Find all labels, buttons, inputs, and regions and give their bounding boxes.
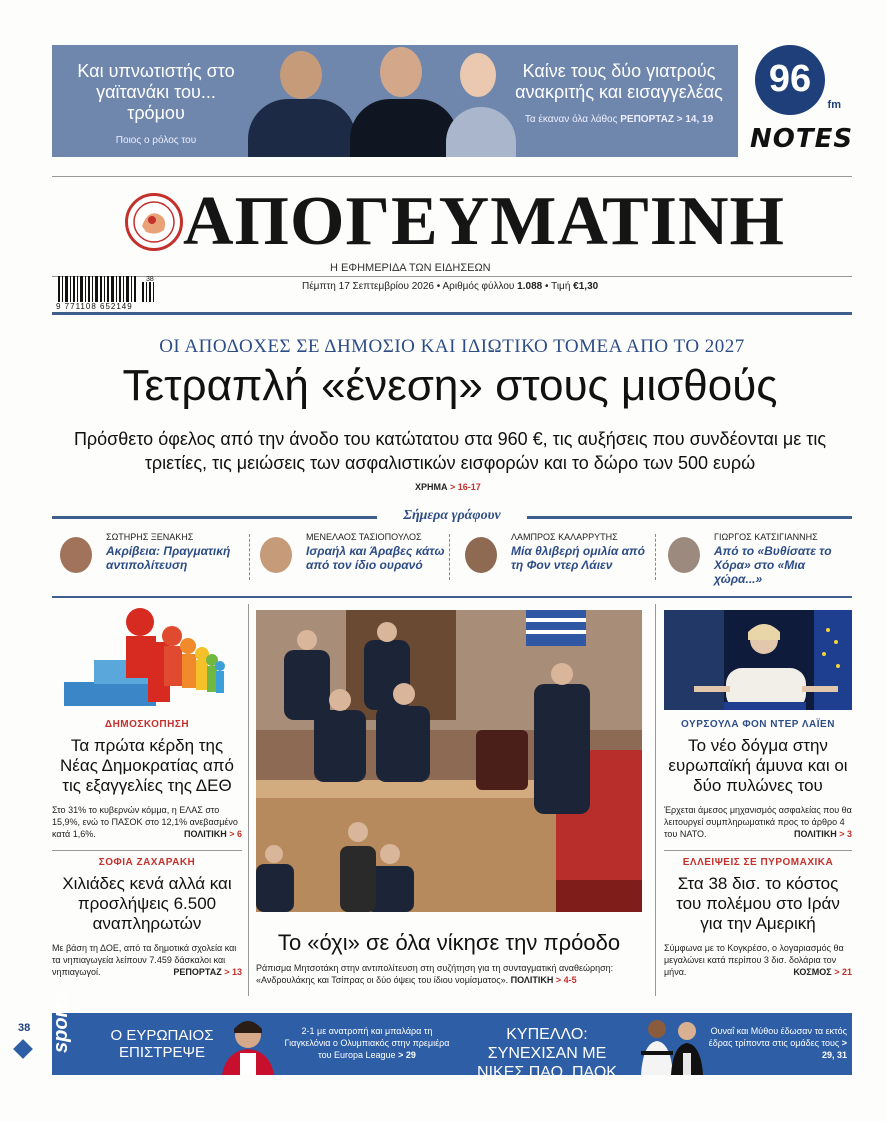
article-text: Στο 31% το κυβερνών κόμμα, η ΕΛΑΣ στο 15,9%, ενώ το ΠΑΣΟΚ στο 12,1% ανεβασμένο κατά 1,6%. <box>52 805 238 839</box>
person-head-3 <box>460 53 496 97</box>
ref-pages: > 4-5 <box>555 975 577 985</box>
article-text: Σύμφωνα με το Κογκρέσο, ο λογαριασμός θα μεγαλώνει κατά περίπου 3 δισ. δολάρια τον μήνα. <box>664 943 844 977</box>
sports-text: 2-1 με ανατροπή και μπαλάρα τη Γιαγκελόνια ο Ολυμπιακός στην πρεμιέρα του Europa League <box>284 1026 450 1060</box>
divider <box>449 534 451 580</box>
center-body <box>256 962 646 986</box>
opinions-strip <box>52 510 852 586</box>
opinion-item[interactable] <box>660 532 855 586</box>
article-body <box>52 804 242 840</box>
promo-left-sub: Ποιος ο ρόλος του <box>115 135 197 146</box>
divider <box>655 604 656 996</box>
article-body <box>664 804 852 840</box>
center-text: Ράπισμα Μητσοτάκη στην αντιπολίτευση στη συζήτηση για τη συνταγματική αναθεώρηση: «Ανδρουλάκης και Τσίπρας οι δύο όψεις του ίδιου νομίσματος». <box>256 963 614 985</box>
avatar <box>465 537 497 573</box>
divider <box>664 850 852 851</box>
ref-pages: > 21 <box>834 967 852 977</box>
promo-right-ref-pages: > 14, 19 <box>676 114 714 125</box>
ref-pages: > 6 <box>229 829 242 839</box>
sports-headline-1[interactable]: Ο ΕΥΡΩΠΑΙΟΣ ΕΠΙΣΤΡΕΨΕ <box>110 1027 214 1061</box>
lead-headline[interactable]: Τετραπλή «ένεση» στους μισθούς <box>122 361 778 410</box>
opinion-title: Ακρίβεια: Πραγματική αντιπολίτευση <box>106 544 231 572</box>
opinion-title: Από το «Βυθίσατε το Χόρα» στο «Μια χώρα...» <box>714 544 832 586</box>
lead-ref-label: ΧΡΗΜΑ <box>415 482 448 492</box>
divider <box>52 176 852 177</box>
article-ref[interactable] <box>184 828 242 840</box>
avatar <box>668 537 700 573</box>
sports-headline-3[interactable]: ΚΥΠΕΛΛΟ: ΣΥΝΕΧΙΣΑΝ ΜΕ ΝΙΚΕΣ ΠΑΟ, ΠΑΟΚ <box>477 1026 617 1081</box>
right-column <box>664 610 852 978</box>
price-label: Τιμή <box>551 281 571 292</box>
sports-pages: > 29, 31 <box>821 1038 847 1060</box>
parliament-photo[interactable] <box>256 610 642 912</box>
center-ref[interactable] <box>511 975 577 985</box>
promo-left-title: Και υπνωτιστής στο γαϊτανάκι του... τρόμου <box>77 61 235 123</box>
promo-right <box>504 61 734 130</box>
sports-story-2[interactable] <box>282 1025 452 1061</box>
opinion-author: ΣΩΤΗΡΗΣ ΞΕΝΑΚΗΣ <box>106 532 194 542</box>
barcode-icon <box>58 276 158 302</box>
article-text: Με βάση τη ΔΟΕ, από τα δημοτικά σχολεία και τα νηπιαγωγεία λείπουν 7.459 δάσκαλοι και νηπιαγωγοί. <box>52 943 237 977</box>
avatar <box>60 537 92 573</box>
section-label: ΔΗΜΟΣΚΟΠΗΣΗ <box>104 719 190 730</box>
masthead-tagline: Η ΕΦΗΜΕΡΙΔΑ ΤΩΝ ΕΙΔΗΣΕΩΝ <box>330 262 491 274</box>
divider <box>52 276 852 277</box>
left-column <box>52 604 242 978</box>
divider <box>249 534 251 580</box>
opinion-item[interactable] <box>457 532 652 582</box>
section-label: ΕΛΛΕΙΨΕΙΣ ΣΕ ΠΥΡΟΜΑΧΙΚΑ <box>682 857 834 868</box>
ref-label: ΠΟΛΙΤΙΚΗ <box>793 829 837 839</box>
ref-label: ΚΟΣΜΟΣ <box>793 967 832 977</box>
issue-info: Πέμπτη 17 Σεπτεμβρίου 2026 • Αριθμός φύλλου 1.088 • Τιμή €1,30 <box>302 281 599 292</box>
opinion-author: ΓΙΩΡΓΟΣ ΚΑΤΣΙΓΙΑΝΝΗΣ <box>714 532 818 542</box>
article-body <box>52 942 242 978</box>
person-photo-2 <box>350 99 458 157</box>
article-title[interactable]: Το νέο δόγμα στην ευρωπαϊκή άμυνα και οι δύο πυλώνες του <box>668 736 848 795</box>
issue-date: Πέμπτη 17 Σεπτεμβρίου 2026 <box>302 281 434 292</box>
ref-pages: > 13 <box>224 967 242 977</box>
promo-left <box>66 61 246 151</box>
diamond-icon <box>13 1039 33 1059</box>
center-title[interactable]: Το «όχι» σε όλα νίκησε την πρόοδο <box>277 930 621 955</box>
sports-label: sports <box>50 991 72 1053</box>
person-photo-1 <box>248 99 356 157</box>
divider <box>52 850 242 851</box>
poll-illustration <box>52 604 242 708</box>
promo-right-ref-label: ΡΕΠΟΡΤΑΖ <box>620 114 674 125</box>
opinion-item[interactable] <box>52 532 247 582</box>
ref-label: ΡΕΠΟΡΤΑΖ <box>173 967 222 977</box>
sports-pages: > 29 <box>398 1050 416 1060</box>
opinion-author: ΛΑΜΠΡΟΣ ΚΑΛΑΡΡΥΤΗΣ <box>511 532 618 542</box>
divider <box>655 534 657 580</box>
price-value: €1,30 <box>573 281 599 292</box>
article-ref[interactable] <box>793 966 852 978</box>
sports-text: Ουναΐ και Μύθου έδωσαν τα εκτός έδρας τρίποντα στις ομάδες τους <box>708 1026 847 1048</box>
ref-label: ΠΟΛΙΤΙΚΗ <box>510 975 554 985</box>
vdl-photo <box>664 610 852 710</box>
opinion-author: ΜΕΝΕΛΑΟΣ ΤΑΣΙΟΠΟΥΛΟΣ <box>306 532 422 542</box>
article-ref[interactable] <box>794 828 852 840</box>
opinion-item[interactable] <box>252 532 447 582</box>
masthead-title: ΑΠΟΓΕΥΜΑΤΙΝΗ <box>183 183 785 260</box>
issue-number-label: Αριθμός φύλλου <box>442 281 515 292</box>
divider <box>52 312 852 315</box>
section-label: ΟΥΡΣΟΥΛΑ ΦΟΝ ΝΤΕΡ ΛΑΪΕΝ <box>681 719 835 730</box>
opinion-title: Ισραήλ και Άραβες κάτω από τον ίδιο ουρανό <box>306 544 445 572</box>
opinion-title: Μία θλιβερή ομιλία από τη Φον ντερ Λάιεν <box>511 544 645 572</box>
radio-logo[interactable] <box>755 45 841 115</box>
page-number: 38 <box>18 1022 31 1034</box>
barcode-suffix: 38 <box>146 276 154 283</box>
divider <box>52 596 852 598</box>
masthead-logo-icon <box>125 193 183 251</box>
section-label: ΣΟΦΙΑ ΖΑΧΑΡΑΚΗ <box>98 857 196 868</box>
sports-band[interactable] <box>50 991 852 1081</box>
ref-pages: > 3 <box>839 829 852 839</box>
promo-right-sub-text: Τα έκαναν όλα λάθος <box>524 114 618 125</box>
issue-number: 1.088 <box>517 281 543 292</box>
promo-band[interactable] <box>52 45 738 157</box>
avatar <box>260 537 292 573</box>
divider <box>248 604 249 996</box>
promo-right-sub <box>504 109 734 130</box>
radio-suffix: fm <box>827 99 841 111</box>
person-head-2 <box>380 47 422 97</box>
barcode-number <box>56 302 133 311</box>
lead-subhead: Πρόσθετο όφελος από την άνοδο του κατώτατου στα 960 €, τις αυξήσεις που συνδέονται με τις τριετίες, τις μειώσεις των ασφαλιστικών εισφορών και το δώρο των 500 ευρώ <box>73 429 827 473</box>
ref-label: ΠΟΛΙΤΙΚΗ <box>183 829 227 839</box>
lead-ref[interactable] <box>415 482 481 492</box>
lead-ref-pages: > 16-17 <box>450 482 481 492</box>
article-text: Έρχεται άμεσος μηχανισμός ασφαλείας που θα λειτουργεί συμπληρωματικά προς το άρθρο 4 του ΝΑΤΟ. <box>664 805 852 839</box>
player-photo <box>212 1013 282 1075</box>
article-title[interactable]: Χιλιάδες κενά αλλά και προσλήψεις 6.500 αναπληρωτών <box>62 874 232 933</box>
opinions-label: Σήμερα γράφουν <box>377 508 527 524</box>
players-photo <box>637 1013 709 1075</box>
article-body <box>664 942 852 978</box>
radio-number: 96 <box>768 58 812 100</box>
article-title[interactable]: Στα 38 δισ. το κόστος του πολέμου στο Ιράν για την Αμερική <box>676 874 840 933</box>
barcode-digits: 9 771108 652149 <box>56 302 133 311</box>
promo-right-title: Καίνε τους δύο γιατρούς ανακριτής και εισαγγελέας <box>515 61 723 102</box>
sports-story-4[interactable] <box>707 1025 847 1061</box>
person-head-1 <box>280 51 322 99</box>
article-title[interactable]: Τα πρώτα κέρδη της Νέας Δημοκρατίας από τις εξαγγελίες της ΔΕΘ <box>60 736 234 795</box>
lead-kicker: ΟΙ ΑΠΟΔΟΧΕΣ ΣΕ ΔΗΜΟΣΙΟ ΚΑΙ ΙΔΙΩΤΙΚΟ ΤΟΜΕΑ ΑΠΟ ΤΟ 2027 <box>159 336 745 357</box>
radio-brand: NOTES <box>750 124 854 154</box>
article-ref[interactable] <box>173 966 242 978</box>
